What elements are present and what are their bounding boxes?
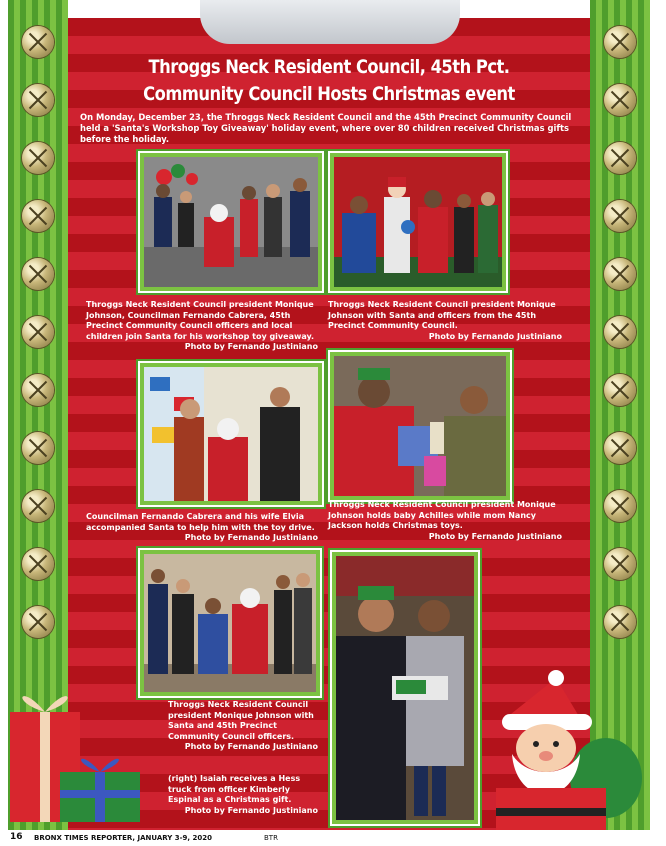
silver-ribbon: [200, 0, 460, 44]
bell-icon: [604, 490, 636, 522]
bell-icon: [22, 84, 54, 116]
page-footer: [8, 830, 658, 846]
bell-icon: [604, 316, 636, 348]
gift-boxes-illustration: [0, 672, 150, 832]
photo-isaiah-hess-truck: [332, 552, 478, 824]
photo-credit: Photo by Fernando Justiniano: [184, 533, 318, 543]
photo-caption: [168, 774, 318, 816]
photo-cabrera-elvia-santa: [140, 363, 322, 505]
bell-icon: [22, 432, 54, 464]
bell-icon: [604, 548, 636, 580]
photo-johnson-santa-officers: [330, 153, 506, 291]
bell-icon: [604, 26, 636, 58]
caption-text: Throggs Neck Resident Council president Monique Johnson holds baby Achilles while mom Nancy Jackson holds Christmas toys.: [328, 500, 556, 531]
bell-icon: [22, 26, 54, 58]
photo-caption: [328, 300, 562, 342]
caption-text: Throggs Neck Resident Council president Monique Johnson with Santa and officers from the 45th Precinct Community Council.: [328, 300, 556, 331]
bell-icon: [604, 258, 636, 290]
photo-caption: [328, 500, 562, 542]
caption-text: Councilman Fernando Cabrera and his wife Elvia accompanied Santa to help him with the toy drive.: [86, 512, 315, 532]
bell-icon: [604, 432, 636, 464]
bell-icon: [22, 606, 54, 638]
photo-johnson-baby-achilles: [330, 352, 510, 500]
bell-icon: [22, 548, 54, 580]
photo-caption: [86, 512, 318, 544]
bell-icon: [22, 200, 54, 232]
photo-credit: Photo by Fernando Justiniano: [184, 342, 318, 352]
page-number: 16: [10, 832, 23, 842]
caption-text: (right) Isaiah receives a Hess truck from officer Kimberly Espinal as a Christmas gift.: [168, 774, 301, 805]
bell-icon: [22, 374, 54, 406]
photo-credit: Photo by Fernando Justiniano: [184, 742, 318, 752]
photo-credit: Photo by Fernando Justiniano: [428, 531, 562, 541]
caption-text: Throggs Neck Resident Council president Monique Johnson, Councilman Fernando Cabrera, 45th Precinct Community Council officers and local children join Santa for his workshop toy giveaway.: [86, 300, 315, 341]
section-code: BTR: [264, 834, 278, 842]
bell-icon: [604, 142, 636, 174]
intro-text: On Monday, December 23, the Throggs Neck Resident Council and the 45th Precinct Community Council held a 'Santa's Workshop Toy Giveaway' holiday event, where over 80 children received Christmas gifts before the holiday.: [80, 112, 572, 145]
santa-illustration: [476, 668, 646, 830]
caption-text: Throggs Neck Resident Council president Monique Johnson with Santa and 45th Precinct Community Council officers.: [168, 700, 314, 741]
photo-johnson-santa-precinct: [140, 550, 320, 696]
bell-icon: [604, 200, 636, 232]
bell-icon: [604, 606, 636, 638]
publication-line: BRONX TIMES REPORTER, JANUARY 3-9, 2020: [34, 834, 212, 842]
bell-icon: [22, 142, 54, 174]
bell-icon: [22, 316, 54, 348]
photo-caption: [168, 700, 318, 753]
bell-icon: [22, 490, 54, 522]
photo-caption: [86, 300, 318, 353]
photo-credit: Photo by Fernando Justiniano: [428, 331, 562, 341]
bell-icon: [604, 84, 636, 116]
page-title: Throggs Neck Resident Council, 45th Pct. Community Council Hosts Christmas event: [143, 56, 515, 105]
bell-icon: [604, 374, 636, 406]
photo-credit: Photo by Fernando Justiniano: [184, 805, 318, 815]
bell-icon: [22, 258, 54, 290]
photo-group-santa-children: [140, 153, 322, 291]
